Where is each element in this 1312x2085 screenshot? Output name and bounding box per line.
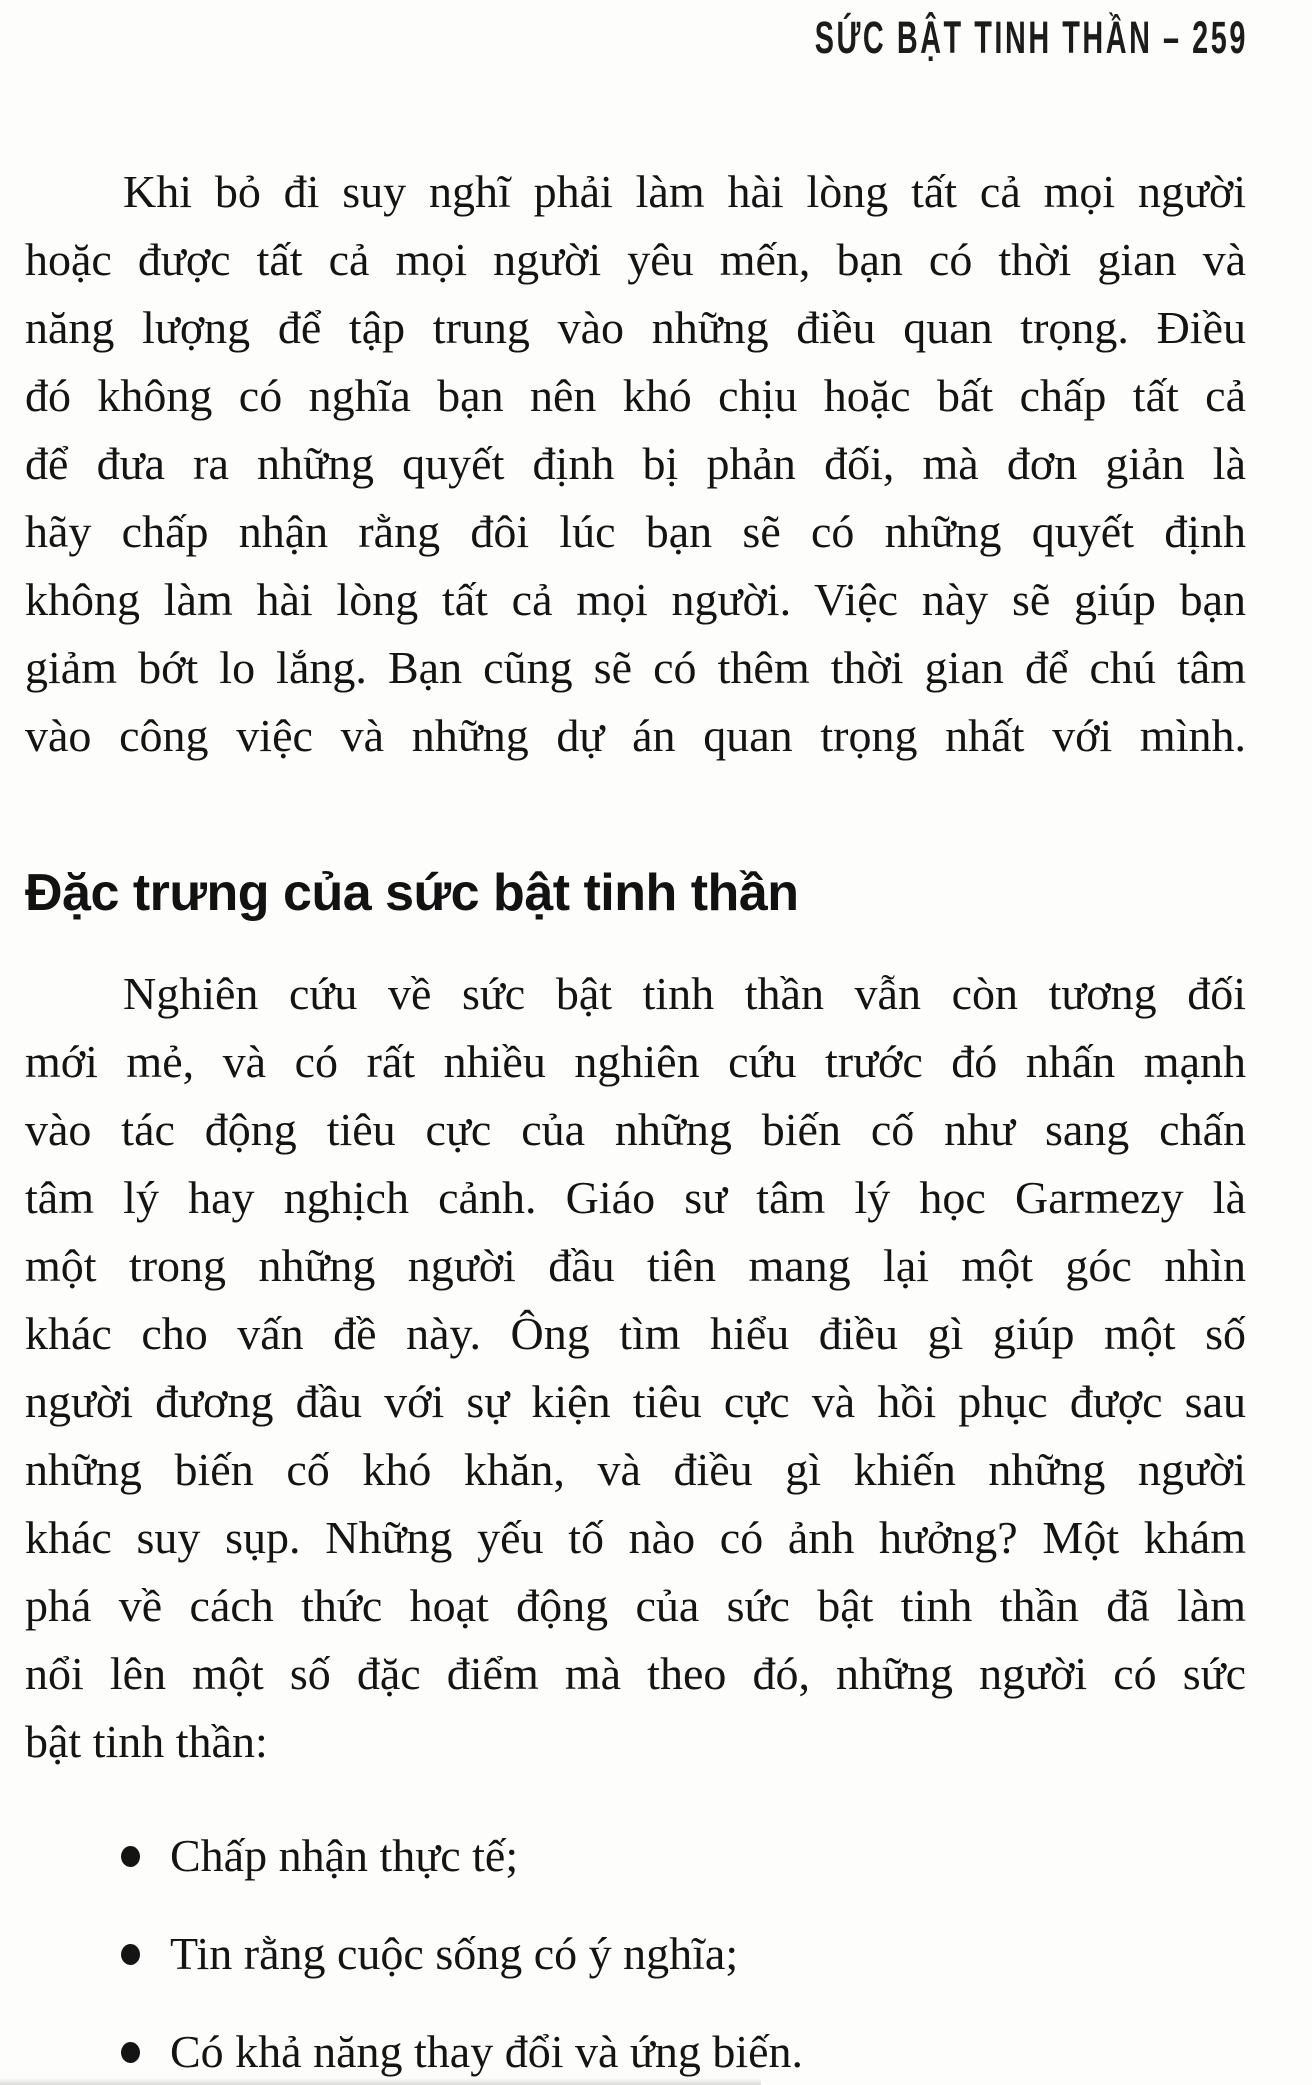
text-line: nổi lên một số đặc điểm mà theo đó, những người có sức	[25, 1648, 1246, 1699]
text-line: giảm bớt lo lắng. Bạn cũng sẽ có thêm thời gian để chú tâm	[25, 642, 1246, 693]
text-line: phá về cách thức hoạt động của sức bật tinh thần đã làm	[25, 1580, 1246, 1631]
text-line: để đưa ra những quyết định bị phản đối, mà đơn giản là	[25, 438, 1246, 489]
page-body	[25, 158, 1246, 2085]
paragraph	[25, 158, 1246, 770]
text-line: hãy chấp nhận rằng đôi lúc bạn sẽ có những quyết định	[25, 506, 1246, 557]
bullet-icon	[121, 1846, 140, 1867]
text-line: bật tinh thần:	[25, 1716, 268, 1767]
text-line: những biến cố khó khăn, và điều gì khiến những người	[25, 1444, 1246, 1495]
section-heading: Đặc trưng của sức bật tinh thần	[25, 864, 799, 922]
text-line: đó không có nghĩa bạn nên khó chịu hoặc bất chấp tất cả	[25, 370, 1246, 421]
text-line: một trong những người đầu tiên mang lại một góc nhìn	[25, 1240, 1246, 1291]
running-head	[571, 14, 1248, 62]
bullet-item	[25, 1920, 1246, 1988]
bullet-icon	[121, 1944, 140, 1965]
bullet-text: Tin rằng cuộc sống có ý nghĩa;	[170, 1928, 739, 1979]
text-line: vào tác động tiêu cực của những biến cố như sang chấn	[25, 1104, 1246, 1155]
text-line: khác cho vấn đề này. Ông tìm hiểu điều gì giúp một số	[25, 1308, 1246, 1359]
paragraph	[25, 960, 1246, 1776]
text-line: Nghiên cứu về sức bật tinh thần vẫn còn tương đối	[123, 968, 1246, 1019]
running-head-text: SỨC BẬT TINH THẦN – 259	[814, 12, 1248, 63]
text-line: hoặc được tất cả mọi người yêu mến, bạn có thời gian và	[25, 234, 1246, 285]
text-line: vào công việc và những dự án quan trọng nhất với mình.	[25, 710, 1246, 761]
bullet-text: Có khả năng thay đổi và ứng biến.	[170, 2026, 804, 2077]
text-line: mới mẻ, và có rất nhiều nghiên cứu trước đó nhấn mạnh	[25, 1036, 1246, 1087]
bullet-text: Chấp nhận thực tế;	[170, 1830, 519, 1881]
bullet-list	[25, 1822, 1246, 2085]
text-line: khác suy sụp. Những yếu tố nào có ảnh hưởng? Một khám	[25, 1512, 1246, 1563]
bullet-icon	[121, 2042, 140, 2063]
text-line: tâm lý hay nghịch cảnh. Giáo sư tâm lý học Garmezy là	[25, 1172, 1246, 1223]
text-line: người đương đầu với sự kiện tiêu cực và hồi phục được sau	[25, 1376, 1246, 1427]
text-line: không làm hài lòng tất cả mọi người. Việc này sẽ giúp bạn	[25, 574, 1246, 625]
text-line: năng lượng để tập trung vào những điều quan trọng. Điều	[25, 302, 1246, 353]
bullet-item	[25, 2018, 1246, 2085]
text-line: Khi bỏ đi suy nghĩ phải làm hài lòng tất cả mọi người	[123, 166, 1246, 217]
bullet-item	[25, 1822, 1246, 1890]
